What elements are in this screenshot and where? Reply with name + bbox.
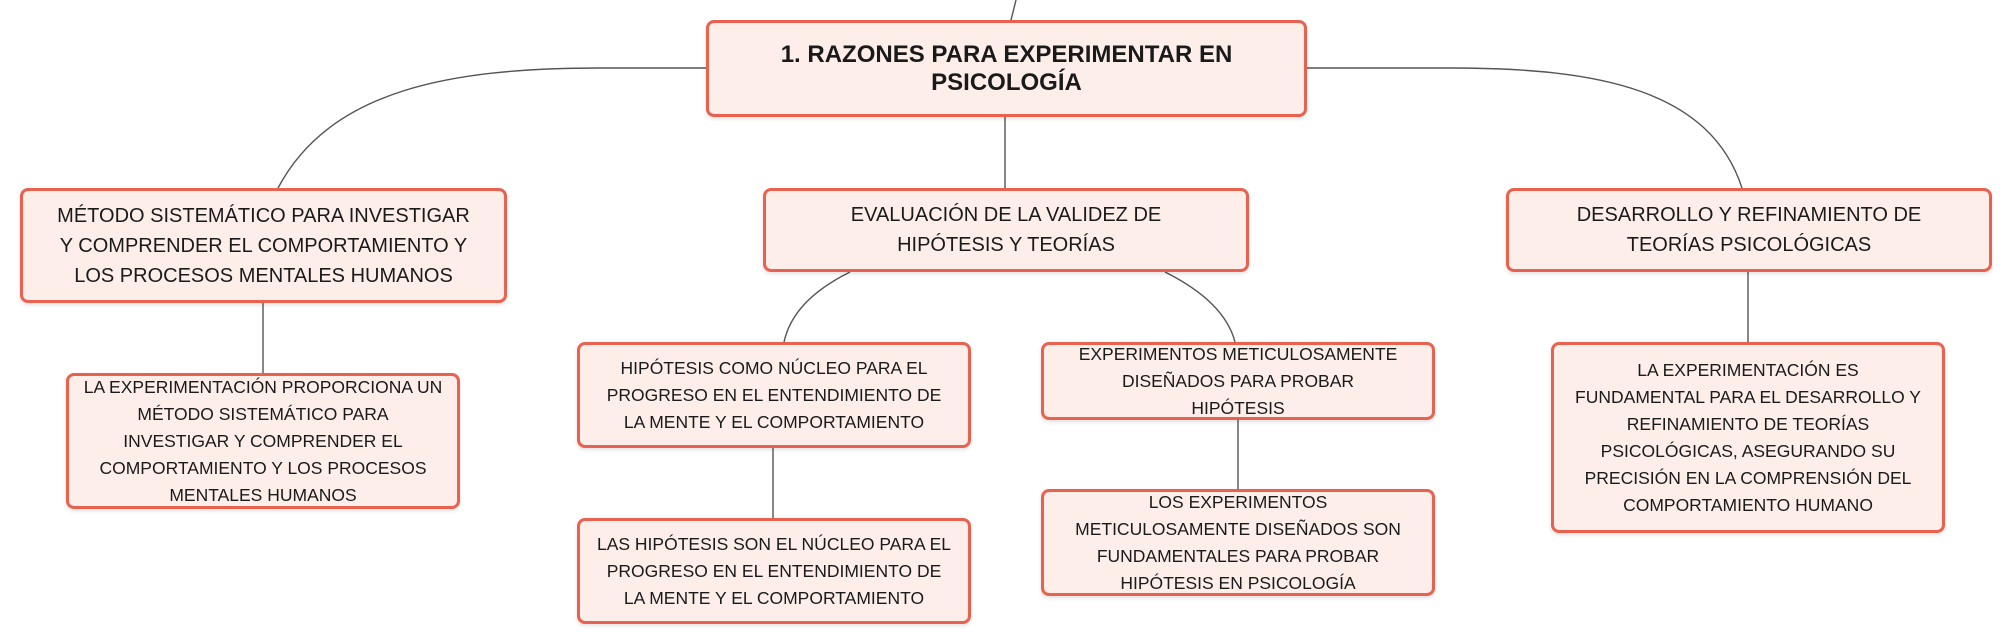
branch-evaluacion-validez-label: EVALUACIÓN DE LA VALIDEZ DE HIPÓTESIS Y TEORÍAS (850, 204, 1162, 256)
branch-evaluacion-validez[interactable] (763, 188, 1249, 272)
branch-desarrollo-teorias[interactable] (1506, 188, 1992, 272)
branch-desarrollo-teorias-label: DESARROLLO Y REFINAMIENTO DE TEORÍAS PSICOLÓGICAS (1576, 204, 1922, 256)
subtopic-experimentacion-metodo[interactable] (66, 373, 460, 509)
connector-middle-experimentos (1165, 272, 1235, 342)
root-topic-label: 1. RAZONES PARA EXPERIMENTAR EN PSICOLOGÍA (780, 40, 1233, 96)
connector-middle-hypotesis (784, 272, 850, 342)
subtopic-hipotesis-nucleo[interactable] (577, 342, 971, 448)
leaf-hipotesis-progreso[interactable] (577, 518, 971, 624)
leaf-experimentos-fundamentales-label: LOS EXPERIMENTOS METICULOSAMENTE DISEÑADOS SON FUNDAMENTALES PARA PROBAR HIPÓTESIS EN PSICOLOGÍA (1075, 491, 1401, 593)
connector-root-left (278, 68, 706, 188)
connector-root-right (1307, 68, 1742, 188)
branch-metodo-sistematico-label: MÉTODO SISTEMÁTICO PARA INVESTIGAR Y COMPRENDER EL COMPORTAMIENTO Y LOS PROCESOS MENTALES HUMANOS (57, 204, 470, 287)
leaf-experimentos-fundamentales[interactable] (1041, 489, 1435, 596)
root-topic[interactable] (706, 20, 1307, 117)
subtopic-experimentacion-metodo-label: LA EXPERIMENTACIÓN PROPORCIONA UN MÉTODO SISTEMÁTICO PARA INVESTIGAR Y COMPRENDER EL COMPORTAMIENTO Y LOS PROCESOS MENTALES HUMANOS (83, 376, 443, 505)
subtopic-experimentos-disenados[interactable] (1041, 342, 1435, 420)
connector-root-parent (1011, 0, 1016, 20)
subtopic-experimentacion-fundamental-label: LA EXPERIMENTACIÓN ES FUNDAMENTAL PARA EL DESARROLLO Y REFINAMIENTO DE TEORÍAS PSICOLÓGICAS, ASEGURANDO SU PRECISIÓN EN LA COMPRENSIÓN DEL COMPORTAMIENTO HUMANO (1575, 359, 1921, 515)
leaf-hipotesis-progreso-label: LAS HIPÓTESIS SON EL NÚCLEO PARA EL PROGRESO EN EL ENTENDIMIENTO DE LA MENTE Y EL COMPORTAMIENTO (596, 533, 951, 608)
branch-metodo-sistematico[interactable] (20, 188, 507, 303)
subtopic-experimentacion-fundamental[interactable] (1551, 342, 1945, 533)
subtopic-hipotesis-nucleo-label: HIPÓTESIS COMO NÚCLEO PARA EL PROGRESO EN EL ENTENDIMIENTO DE LA MENTE Y EL COMPORTAMIENTO (606, 357, 942, 432)
subtopic-experimentos-disenados-label: EXPERIMENTOS METICULOSAMENTE DISEÑADOS PARA PROBAR HIPÓTESIS (1078, 343, 1398, 418)
